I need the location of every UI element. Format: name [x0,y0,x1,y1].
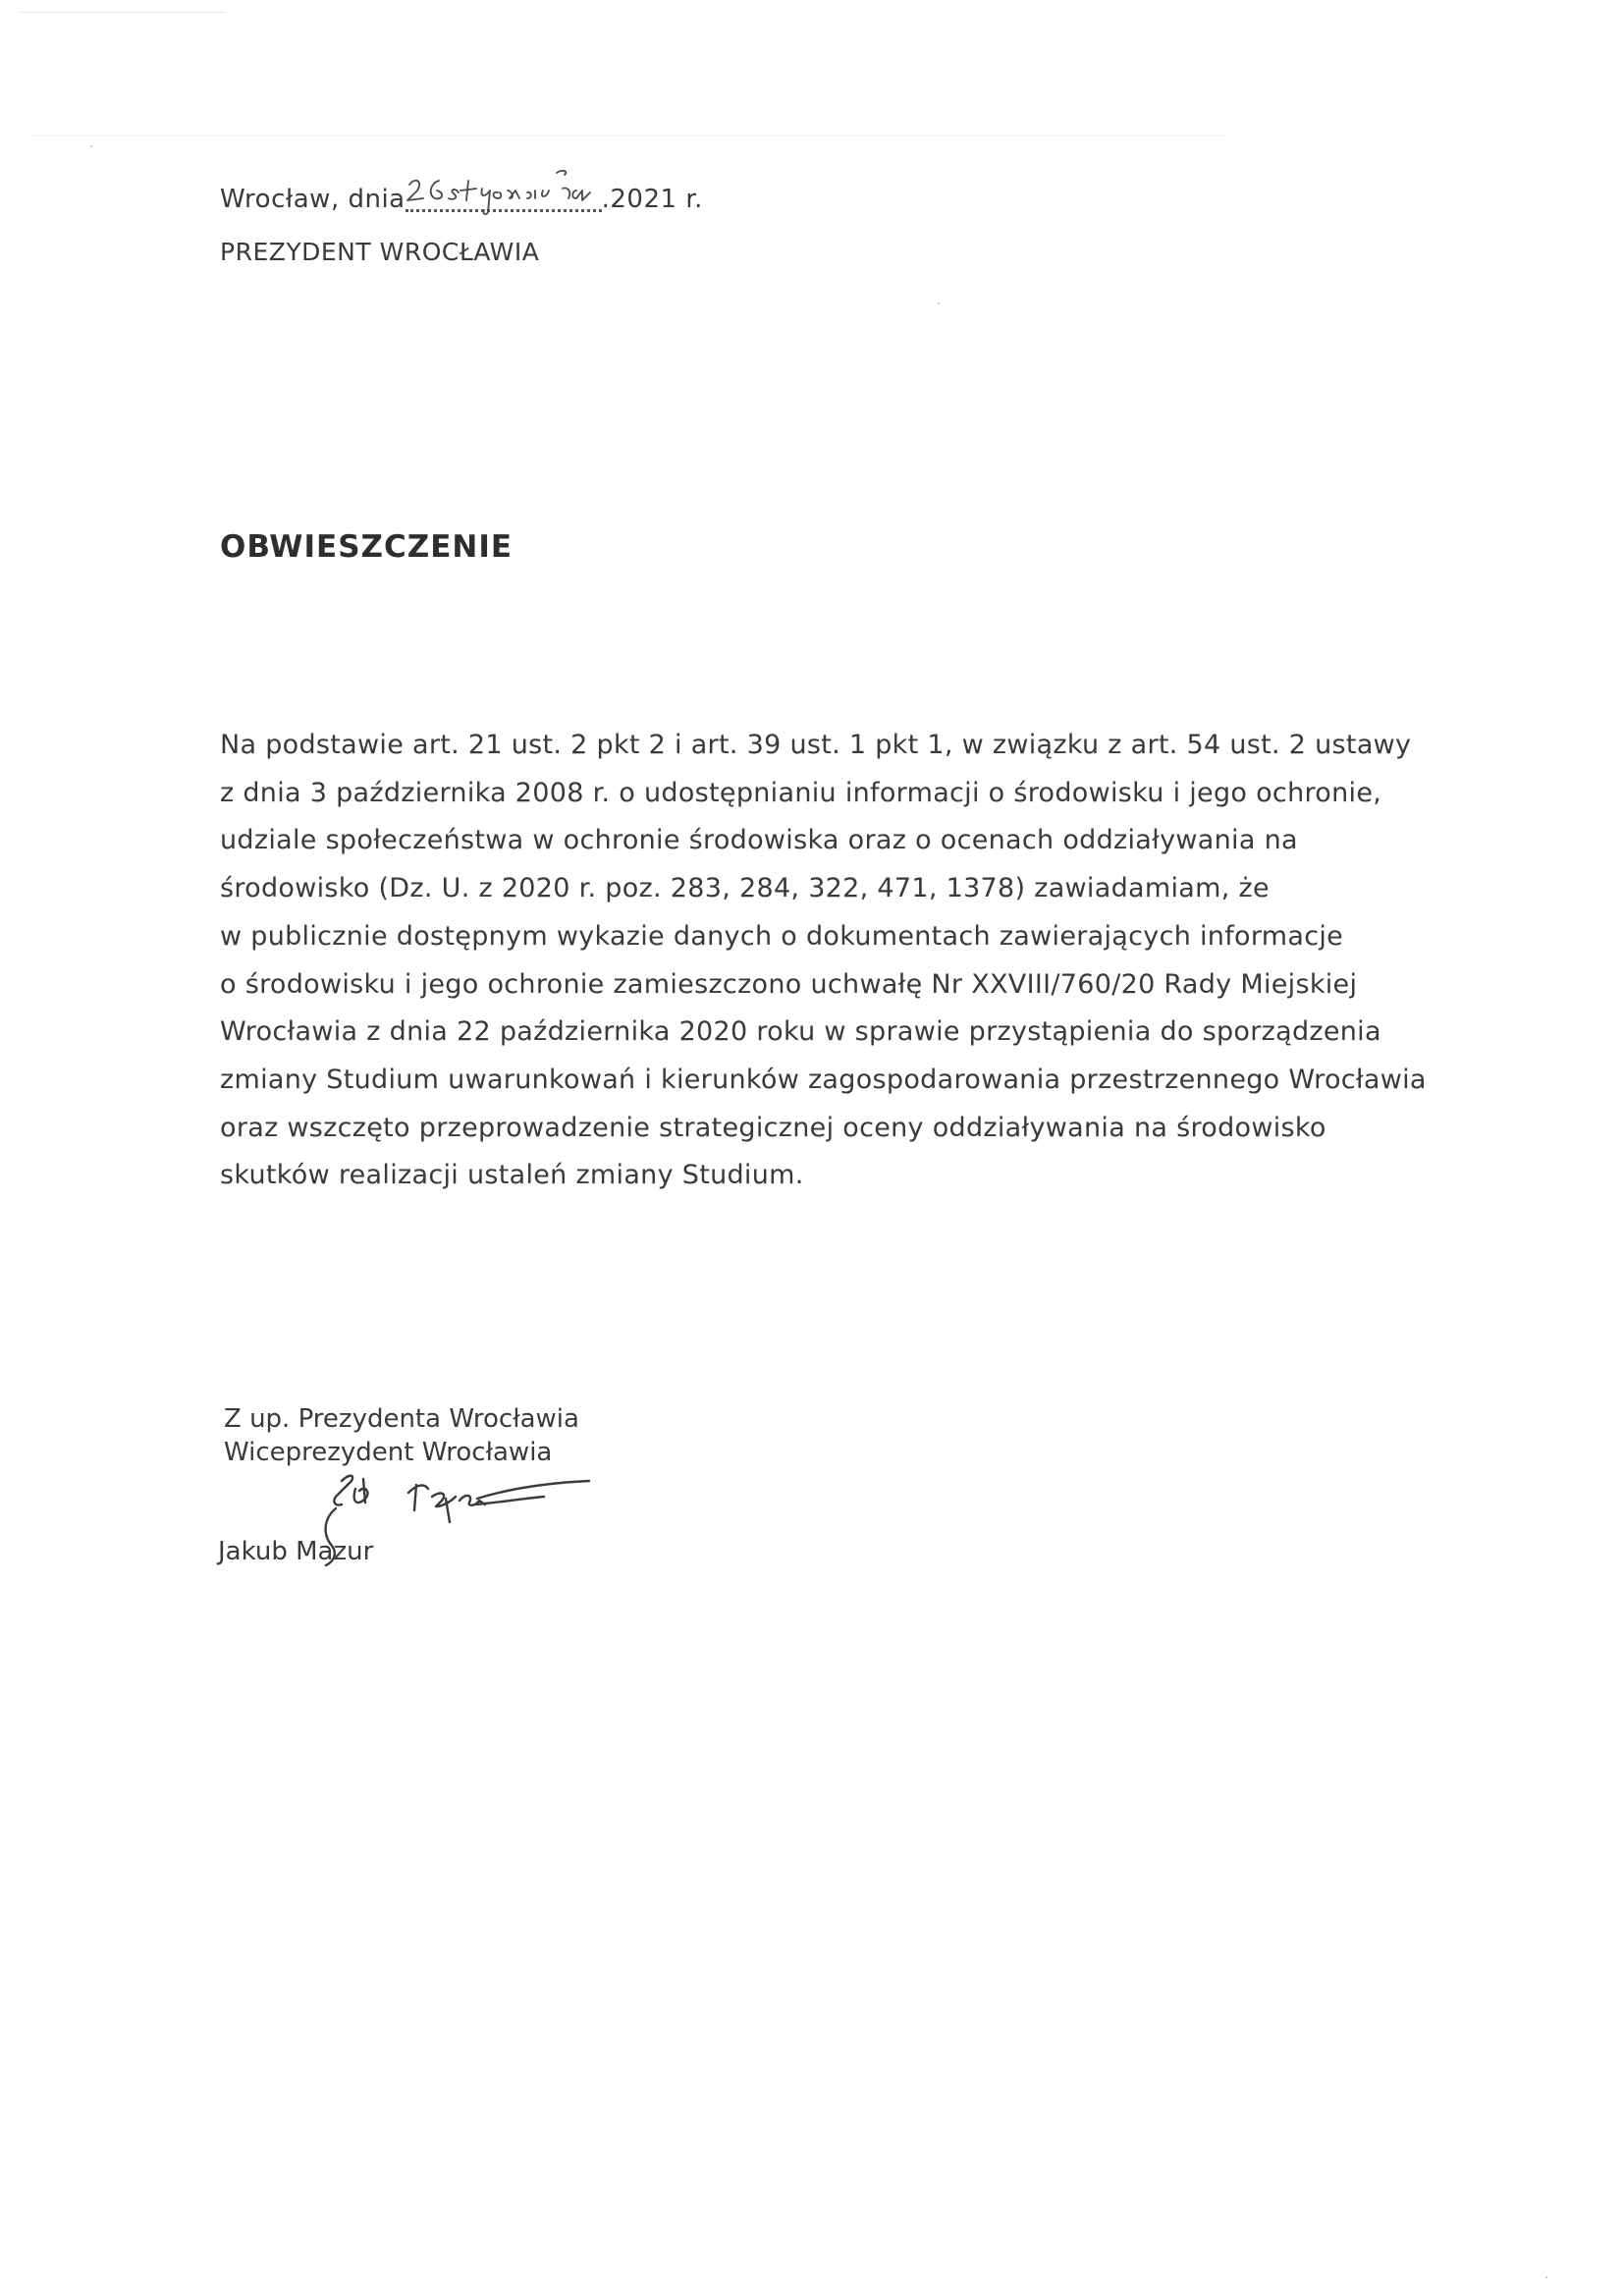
scan-artifact-line [20,12,226,13]
scan-speck [938,302,940,304]
document-title: OBWIESZCZENIE [220,529,514,565]
body-line: zmiany Studium uwarunkowań i kierunków zagospodarowania przestrzennego Wrocławia [220,1064,1427,1095]
scan-speck [90,145,92,147]
date-suffix: .2021 r. [601,185,703,214]
date-prefix: Wrocław, dnia [220,185,406,214]
body-line: oraz wszczęto przeprowadzenie strategicznej oceny oddziaływania na środowisko [220,1112,1326,1143]
notice-body [220,722,1477,1200]
document-header [220,183,703,269]
body-line: w publicznie dostępnym wykazie danych o dokumentach zawierających informacje [220,920,1344,952]
issuing-authority: PREZYDENT WROCŁAWIA [220,238,540,266]
closing-position: Wiceprezydent Wrocławia [224,1438,553,1467]
body-line: skutków realizacji ustaleń zmiany Studium. [220,1160,804,1191]
handwritten-date [406,183,602,216]
date-line [220,183,703,216]
body-line: Wrocławia z dnia 22 października 2020 roku w sprawie przystąpienia do sporządzenia [220,1016,1381,1048]
body-line: Na podstawie art. 21 ust. 2 pkt 2 i art. 39 ust. 1 pkt 1, w związku z art. 54 ust. 2 ustawy [220,730,1412,760]
scan-speck [1545,2276,1547,2278]
scan-artifact-line [29,136,1227,137]
closing-authorization: Z up. Prezydenta Wrocławia [224,1404,579,1434]
body-line: z dnia 3 października 2008 r. o udostępnianiu informacji o środowisku i jego ochronie, [220,777,1382,808]
signer-name: Jakub Mazur [218,1537,374,1566]
body-line: o środowisku i jego ochronie zamieszczono uchwałę Nr XXVIII/760/20 Rady Miejskiej [220,968,1358,1000]
body-line: środowisko (Dz. U. z 2020 r. poz. 283, 284, 322, 471, 1378) zawiadamiam, że [220,873,1270,904]
body-line: udziale społeczeństwa w ochronie środowiska oraz o ocenach oddziaływania na [220,825,1298,856]
handwritten-date-scribble [400,169,611,220]
closing-block [224,1402,579,1469]
